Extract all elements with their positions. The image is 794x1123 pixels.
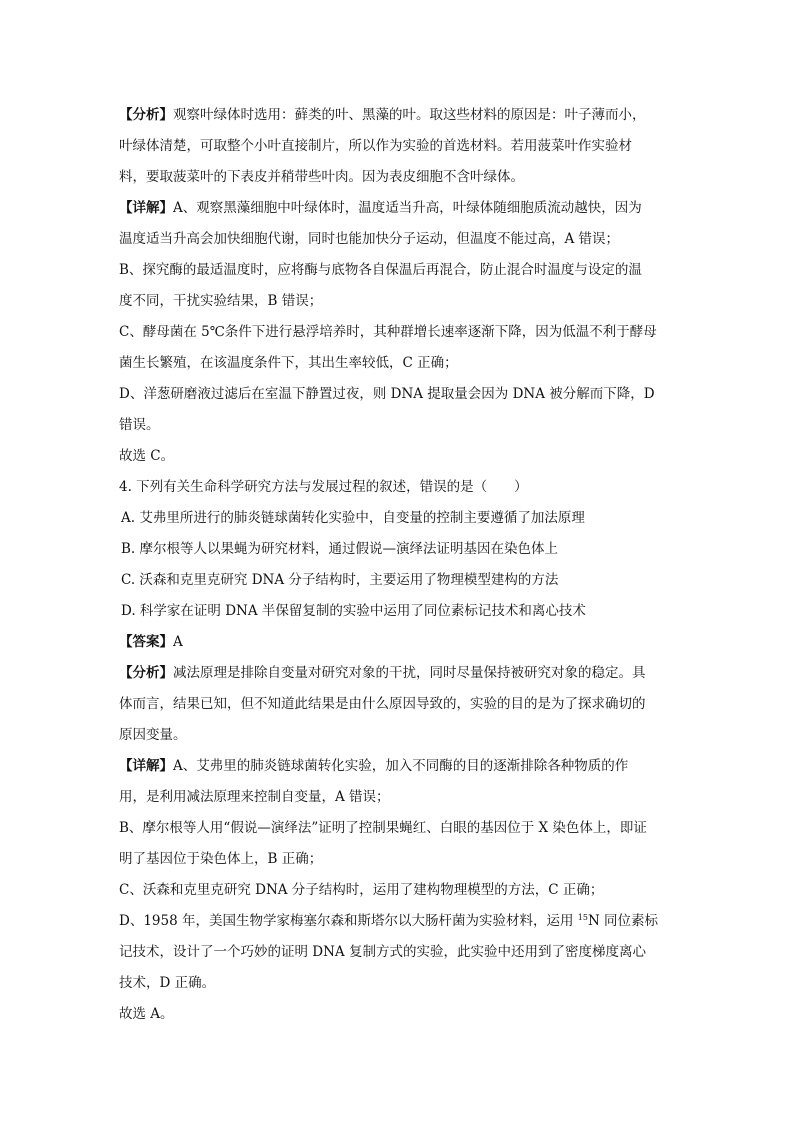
detail-1-d-line-2: 错误。 [119,417,160,433]
question-4-option-b: B. 摩尔根等人以果蝇为研究材料，通过假说—演绎法证明基因在染色体上 [121,541,559,557]
detail-2-line-1: 【详解】A、艾弗里的肺炎链球菌转化实验，加入不同酶的目的逐渐排除各种物质的作 [119,758,629,774]
detail-1-line-2: 温度适当升高会加快细胞代谢，同时也能加快分子运动，但温度不能过高，A 错误； [119,231,620,247]
analysis-1-line-2: 叶绿体清楚，可取整个小叶直接制片，所以作为实验的首选材料。若用菠菜叶作实验材 [119,138,632,154]
answer-tag: 【答案】 [119,634,173,650]
detail-2-d-line-3: 技术，D 正确。 [119,975,216,991]
question-4-option-d: D. 科学家在证明 DNA 半保留复制的实验中运用了同位素标记技术和离心技术 [121,603,586,619]
analysis-2-line-3: 原因变量。 [119,727,187,743]
conclusion-1: 故选 C。 [119,448,175,464]
answer-line [119,627,679,658]
conclusion-2: 故选 A。 [119,1006,174,1022]
isotope-superscript: 15 [577,913,588,922]
detail-2-c-line: C、沃森和克里克研究 DNA 分子结构时，运用了建构物理模型的方法，C 正确； [119,882,604,898]
detail-2-d-line-1: D、1958 年，美国生物学家梅塞尔森和斯塔尔以大肠杆菌为实验材料，运用 $^{15}$N 同位素标 [119,913,659,929]
detail-2-d-line-2: 记技术，设计了一个巧妙的证明 DNA 复制方式的实验，此实验中还用到了密度梯度离心 [119,944,646,960]
detail-2-b-line-1: B、摩尔根等人用“假说—演绎法”证明了控制果蝇红、白眼的基因位于 X 染色体上，即证 [119,820,647,836]
detail-tag: 【详解】 [119,758,173,774]
analysis-1-line-3: 料，要取菠菜叶的下表皮并稍带些叶肉。因为表皮细胞不含叶绿体。 [119,169,524,185]
question-4-stem: 4. 下列有关生命科学研究方法与发展过程的叙述，错误的是（ ） [119,479,528,495]
detail-2-line-2: 用，是利用减法原理来控制自变量，A 错误； [119,789,390,805]
detail-tag: 【详解】 [119,200,173,216]
answer-value: A [173,634,183,650]
analysis-tag: 【分析】 [119,107,173,123]
detail-1-b-line-1: B、探究酶的最适温度时，应将酶与底物各自保温后再混合，防止混合时温度与设定的温 [119,262,642,278]
analysis-tag: 【分析】 [119,665,173,681]
analysis-1-line-1: 【分析】观察叶绿体时选用：藓类的叶、黑藻的叶。取这些材料的原因是：叶子薄而小， [119,107,646,123]
detail-1-c-line-2: 菌生长繁殖，在该温度条件下，其出生率较低，C 正确； [119,355,458,371]
detail-1-line-1: 【详解】A、观察黑藻细胞中叶绿体时，温度适当升高，叶绿体随细胞质流动越快，因为 [119,200,642,216]
question-4-option-c: C. 沃森和克里克研究 DNA 分子结构时，主要运用了物理模型建构的方法 [121,572,559,588]
detail-1-d-line-1: D、洋葱研磨液过滤后在室温下静置过夜，则 DNA 提取量会因为 DNA 被分解而下降，D [119,386,655,402]
document-page [119,100,679,1030]
detail-1-b-line-2: 度不同，干扰实验结果，B 错误； [119,293,323,309]
question-4-option-a: A. 艾弗里所进行的肺炎链球菌转化实验中，自变量的控制主要遵循了加法原理 [121,510,585,526]
detail-1-c-line-1: C、酵母菌在 5℃条件下进行悬浮培养时，其种群增长速率逐渐下降，因为低温不利于酵母 [119,324,657,340]
analysis-2-line-1: 【分析】减法原理是排除自变量对研究对象的干扰，同时尽量保持被研究对象的稳定。具 [119,665,646,681]
detail-2-b-line-2: 明了基因位于染色体上，B 正确； [119,851,323,867]
analysis-2-line-2: 体而言，结果已知，但不知道此结果是由什么原因导致的，实验的目的是为了探求确切的 [119,696,646,712]
